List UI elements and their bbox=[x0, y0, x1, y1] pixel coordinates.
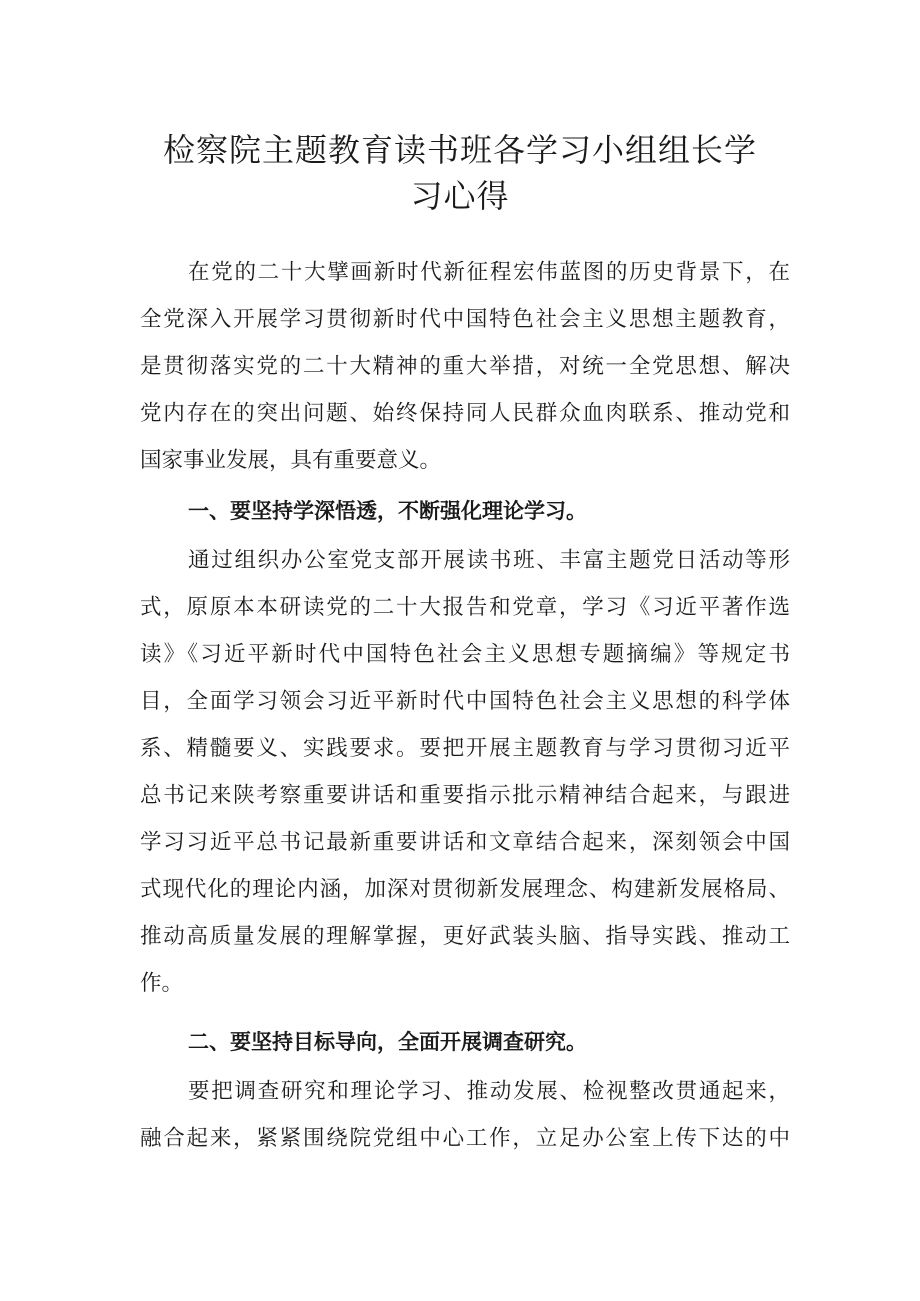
paragraph-1-line-4: 党内存在的突出问题、始终保持同人民群众血肉联系、推动党和 bbox=[140, 401, 790, 426]
paragraph-2-line-7: 学习习近平总书记最新重要讲话和文章结合起来，深刻领会中国 bbox=[140, 830, 790, 855]
document-title-line-2: 习心得 bbox=[410, 177, 510, 215]
paragraph-2-line-8: 式现代化的理论内涵，加深对贯彻新发展理念、构建新发展格局、 bbox=[140, 877, 790, 902]
paragraph-2-line-3: 读》《习近平新时代中国特色社会主义思想专题摘编》等规定书 bbox=[140, 642, 790, 667]
paragraph-2-line-2: 式，原原本本研读党的二十大报告和党章，学习《习近平著作选 bbox=[140, 595, 790, 620]
paragraph-2-line-9: 推动高质量发展的理解掌握，更好武装头脑、指导实践、推动工 bbox=[140, 924, 790, 949]
document-title-line-1: 检察院主题教育读书班各学习小组组长学 bbox=[162, 131, 757, 169]
paragraph-3-line-2: 融合起来，紧紧围绕院党组中心工作，立足办公室上传下达的中 bbox=[140, 1126, 790, 1151]
paragraph-1-line-2: 全党深入开展学习贯彻新时代中国特色社会主义思想主题教育， bbox=[140, 307, 790, 332]
paragraph-1-line-5: 国家事业发展，具有重要意义。 bbox=[140, 448, 442, 473]
paragraph-2-line-4: 目，全面学习领会习近平新时代中国特色社会主义思想的科学体 bbox=[140, 689, 790, 714]
paragraph-2-line-5: 系、精髓要义、实践要求。要把开展主题教育与学习贯彻习近平 bbox=[140, 736, 790, 761]
paragraph-2-line-10: 作。 bbox=[140, 971, 184, 996]
paragraph-3-line-1: 要把调查研究和理论学习、推动发展、检视整改贯通起来， bbox=[188, 1079, 790, 1104]
section-heading-2: 二、要坚持目标导向，全面开展调查研究。 bbox=[188, 1030, 587, 1054]
paragraph-2-line-6: 总书记来陕考察重要讲话和重要指示批示精神结合起来，与跟进 bbox=[140, 783, 790, 808]
paragraph-2-line-1: 通过组织办公室党支部开展读书班、丰富主题党日活动等形 bbox=[188, 548, 790, 573]
paragraph-1-line-3: 是贯彻落实党的二十大精神的重大举措，对统一全党思想、解决 bbox=[140, 354, 790, 379]
section-heading-1: 一、要坚持学深悟透，不断强化理论学习。 bbox=[188, 499, 587, 523]
paragraph-1-line-1: 在党的二十大擘画新时代新征程宏伟蓝图的历史背景下，在 bbox=[188, 260, 790, 285]
